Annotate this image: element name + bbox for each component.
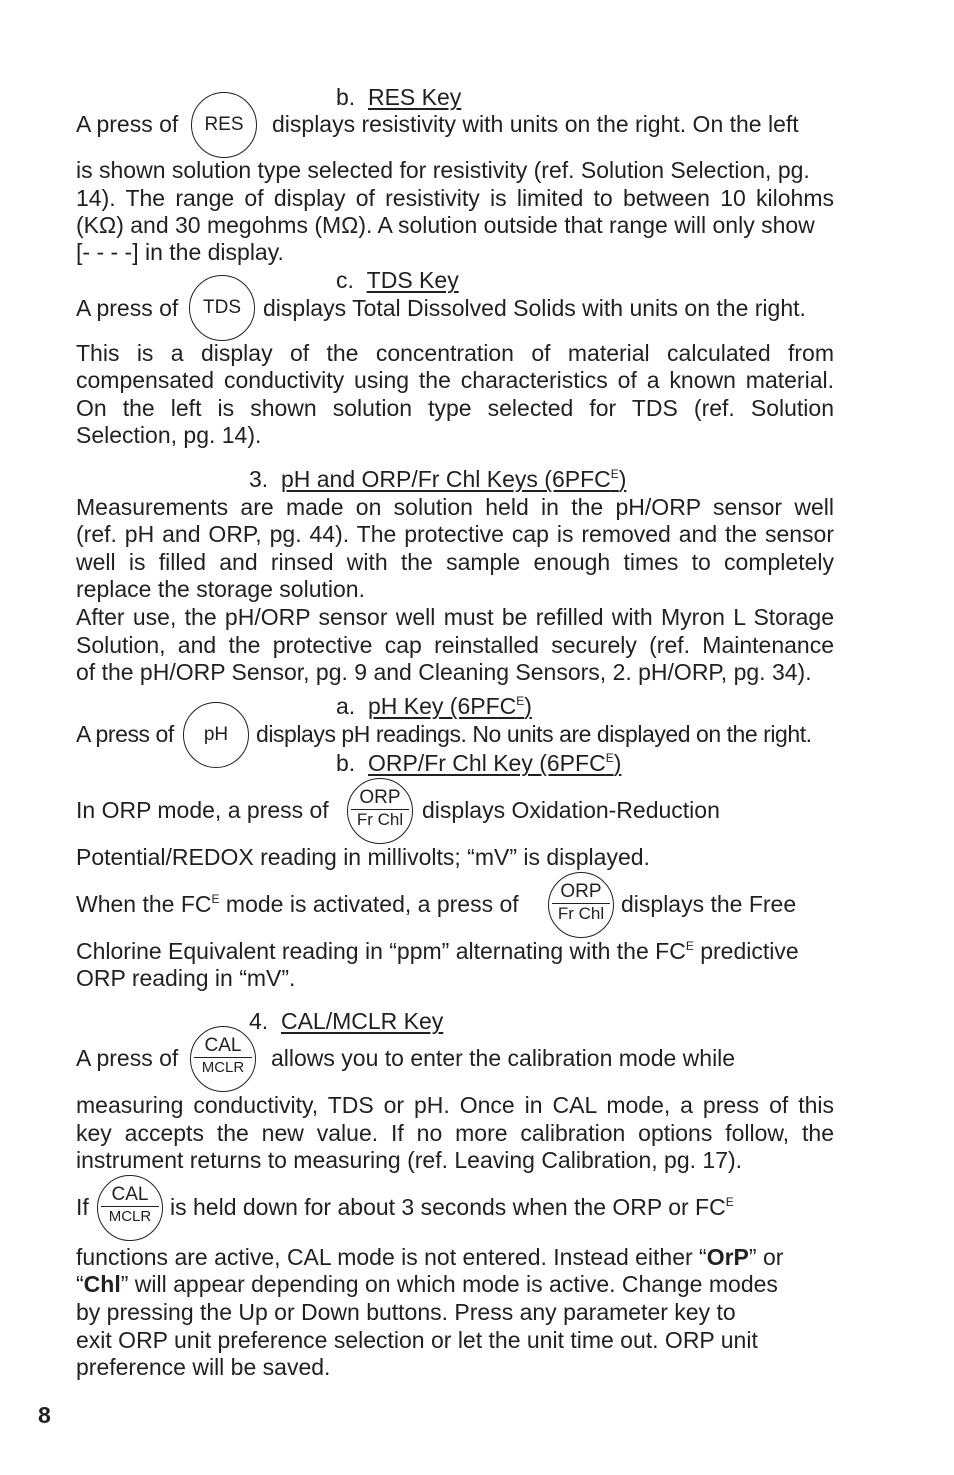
orp-body-line: ORP reading in “mV”. xyxy=(76,965,296,991)
tds-body-line: compensated conductivity using the characteristics of a known material. xyxy=(76,367,834,393)
cal-body-line: functions are active, CAL mode is not entered. Instead either “OrP” or xyxy=(76,1244,784,1270)
tds-body-line: This is a display of the concentration of material calculated from xyxy=(76,340,834,366)
orp-intro-line: In ORP mode, a press of displays Oxidation-Reduction xyxy=(76,797,720,823)
res-body-line: 14). The range of display of resistivity is limited to between 10 kilohms xyxy=(76,185,834,211)
ph-key-icon: pH xyxy=(183,702,249,768)
ph-orp-body-line: Solution, and the protective cap reinstalled securely (ref. Maintenance xyxy=(76,632,834,658)
res-key-icon: RES xyxy=(191,92,257,158)
res-intro-line: A press of displays resistivity with units on the right. On the left xyxy=(76,111,799,137)
tds-key-icon: TDS xyxy=(189,275,255,341)
cal-intro-line: A press of allows you to enter the calibration mode while xyxy=(76,1045,736,1071)
orp-body-line: Chlorine Equivalent reading in “ppm” alternating with the $FC^E$ predictive xyxy=(76,938,799,964)
cal-body-line: exit ORP unit preference selection or let the unit time out. ORP unit xyxy=(76,1327,758,1353)
cal-body-line: measuring conductivity, TDS or pH. Once in CAL mode, a press of this xyxy=(76,1092,834,1118)
cal-body-line: “Chl” will appear depending on which mode is active. Change modes xyxy=(76,1271,778,1297)
tds-body-line: On the left is shown solution type selected for TDS (ref. Solution xyxy=(76,395,834,421)
tds-intro-line: A press of displays Total Dissolved Solids with units on the right. xyxy=(76,295,806,321)
cal-key-icon: CAL MCLR xyxy=(97,1175,163,1241)
orp-fce-line: When the $FC^E$ mode is activated, a press of displays the Free xyxy=(76,891,797,917)
ph-key-heading: a. pH Key $(6PFC^E)$ xyxy=(336,693,532,719)
orp-body-line: Potential/REDOX reading in millivolts; “mV” is displayed. xyxy=(76,844,650,870)
res-body-line: [- - - -] in the display. xyxy=(76,239,284,265)
ph-orp-section-heading: 3. pH and ORP/Fr Chl Keys $(6PFC^E)$ xyxy=(249,466,627,492)
ph-orp-body-line: replace the storage solution. xyxy=(76,576,365,602)
cal-key-heading: 4. CAL/MCLR Key xyxy=(249,1008,444,1034)
cal-body-line: by pressing the Up or Down buttons. Press any parameter key to xyxy=(76,1299,736,1325)
ph-intro-line: A press of displays pH readings. No units are displayed on the right. xyxy=(76,721,812,747)
res-body-line: is shown solution type selected for resistivity (ref. Solution Selection, pg. xyxy=(76,157,810,183)
ph-orp-body-line: well is filled and rinsed with the sample enough times to completely xyxy=(76,549,834,575)
ph-orp-body-line: After use, the pH/ORP sensor well must be refilled with Myron L Storage xyxy=(76,604,834,630)
cal-body-line: instrument returns to measuring (ref. Leaving Calibration, pg. 17). xyxy=(76,1147,743,1173)
ph-orp-body-line: (ref. pH and ORP, pg. 44). The protective cap is removed and the sensor xyxy=(76,521,834,547)
tds-key-heading: c. TDS Key xyxy=(336,267,459,293)
orp-key-heading: b. ORP/Fr Chl Key $(6PFC^E)$ xyxy=(336,750,622,776)
ph-orp-body-line: of the pH/ORP Sensor, pg. 9 and Cleaning Sensors, 2. pH/ORP, pg. 34). xyxy=(76,659,812,685)
cal-hold-line: If is held down for about 3 seconds when the ORP or $FC^E$ xyxy=(76,1194,734,1220)
orp-key-icon: ORP Fr Chl xyxy=(347,778,413,844)
res-body-line: (KΩ) and 30 megohms (MΩ). A solution outside that range will only show xyxy=(76,212,815,238)
cal-key-icon: CAL MCLR xyxy=(190,1026,256,1092)
cal-body-line: preference will be saved. xyxy=(76,1354,331,1380)
cal-body-line: key accepts the new value. If no more calibration options follow, the xyxy=(76,1120,834,1146)
res-key-heading: b. RES Key xyxy=(336,84,462,110)
orp-key-icon: ORP Fr Chl xyxy=(548,872,614,938)
page-number: 8 xyxy=(38,1402,51,1428)
tds-body-line: Selection, pg. 14). xyxy=(76,422,262,448)
ph-orp-body-line: Measurements are made on solution held in the pH/ORP sensor well xyxy=(76,494,834,520)
